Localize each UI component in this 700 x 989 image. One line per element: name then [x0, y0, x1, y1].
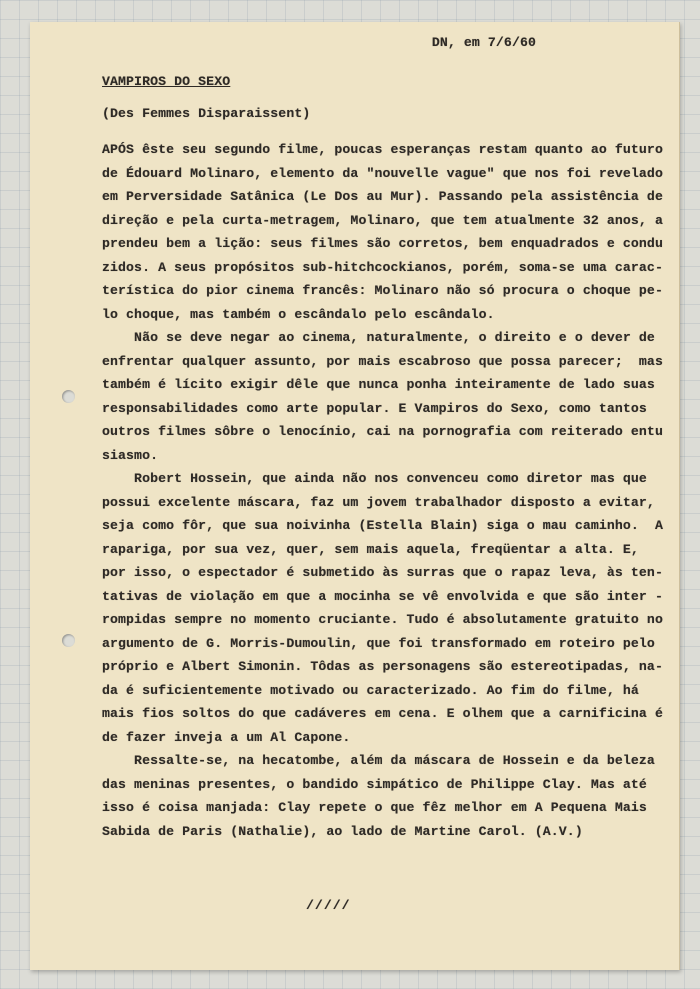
- typewritten-sheet: [30, 22, 680, 970]
- review-body: [102, 138, 662, 843]
- text-line: argumento de G. Morris-Dumoulin, que foi transformado em roteiro pelo: [102, 635, 655, 651]
- text-line: Ressalte-se, na hecatombe, além da máscara de Hossein e da beleza: [102, 753, 655, 768]
- text-line: isso é coisa manjada: Clay repete o que fêz melhor em A Pequena Mais: [102, 800, 647, 815]
- punch-hole: [62, 390, 75, 403]
- text-line: possui excelente máscara, faz um jovem trabalhador disposto a evitar,: [102, 494, 655, 510]
- text-line: mais fios soltos do que cadáveres em cena. E olhem que a carnificina é: [102, 706, 663, 721]
- text-line: Não se deve negar ao cinema, naturalmente, o direito e o dever de: [102, 330, 655, 345]
- dateline: DN, em 7/6/60: [431, 35, 536, 50]
- text-line: próprio e Albert Simonin. Tôdas as personagens são estereotipadas, na-: [102, 659, 663, 674]
- text-line: de Édouard Molinaro, elemento da "nouvelle vague" que nos foi revelado: [102, 165, 663, 181]
- text-line: das meninas presentes, o bandido simpático de Philippe Clay. Mas até: [102, 776, 647, 792]
- text-line: rapariga, por sua vez, quer, sem mais aquela, freqüentar a alta. E,: [102, 541, 639, 557]
- text-line: também é lícito exigir dêle que nunca ponha inteiramente de lado suas: [102, 377, 655, 392]
- text-line: enfrentar qualquer assunto, por mais escabroso que possa parecer; mas: [102, 353, 663, 369]
- text-line: siasmo.: [102, 447, 159, 463]
- text-line: rompidas sempre no momento cruciante. Tudo é absolutamente gratuito no: [102, 612, 663, 627]
- text-line: direção e pela curta-metragem, Molinaro, que tem atualmente 32 anos, a: [102, 212, 663, 228]
- text-line: Sabida de Paris (Nathalie), ao lado de Martine Carol. (A.V.): [102, 823, 583, 839]
- punch-hole: [62, 634, 75, 647]
- text-line: de fazer inveja a um Al Capone.: [102, 729, 351, 745]
- text-line: tativas de violação em que a mocinha se vê envolvida e que são inter -: [102, 588, 663, 604]
- text-line: da é suficientemente motivado ou caracterizado. Ao fim do filme, há: [102, 682, 639, 698]
- text-line: terística do pior cinema francês: Molinaro não só procura o choque pe-: [102, 283, 663, 298]
- review-title: VAMPIROS DO SEXO: [102, 74, 231, 89]
- text-line: responsabilidades como arte popular. E Vampiros do Sexo, como tantos: [102, 400, 647, 416]
- text-line: lo choque, mas também o escândalo pelo escândalo.: [102, 306, 495, 322]
- text-line: outros filmes sôbre o lenocínio, cai na pornografia com reiterado entu: [102, 424, 663, 439]
- text-line: Robert Hossein, que ainda não nos convenceu como diretor mas que: [102, 471, 647, 486]
- text-line: seja como fôr, que sua noivinha (Estella Blain) siga o mau caminho. A: [102, 518, 663, 533]
- original-title: (Des Femmes Disparaissent): [102, 106, 311, 121]
- text-line: por isso, o espectador é submetido às surras que o rapaz leva, às ten-: [102, 565, 663, 580]
- text-line: em Perversidade Satânica (Le Dos au Mur). Passando pela assistência de: [102, 189, 663, 204]
- text-line: prendeu bem a lição: seus filmes são corretos, bem enquadrados e condu: [102, 236, 663, 251]
- closing-mark: /////: [306, 898, 351, 913]
- text-line: zidos. A seus propósitos sub-hitchcockianos, porém, soma-se uma carac-: [102, 259, 663, 275]
- text-line: APÓS êste seu segundo filme, poucas esperanças restam quanto ao futuro: [102, 142, 663, 157]
